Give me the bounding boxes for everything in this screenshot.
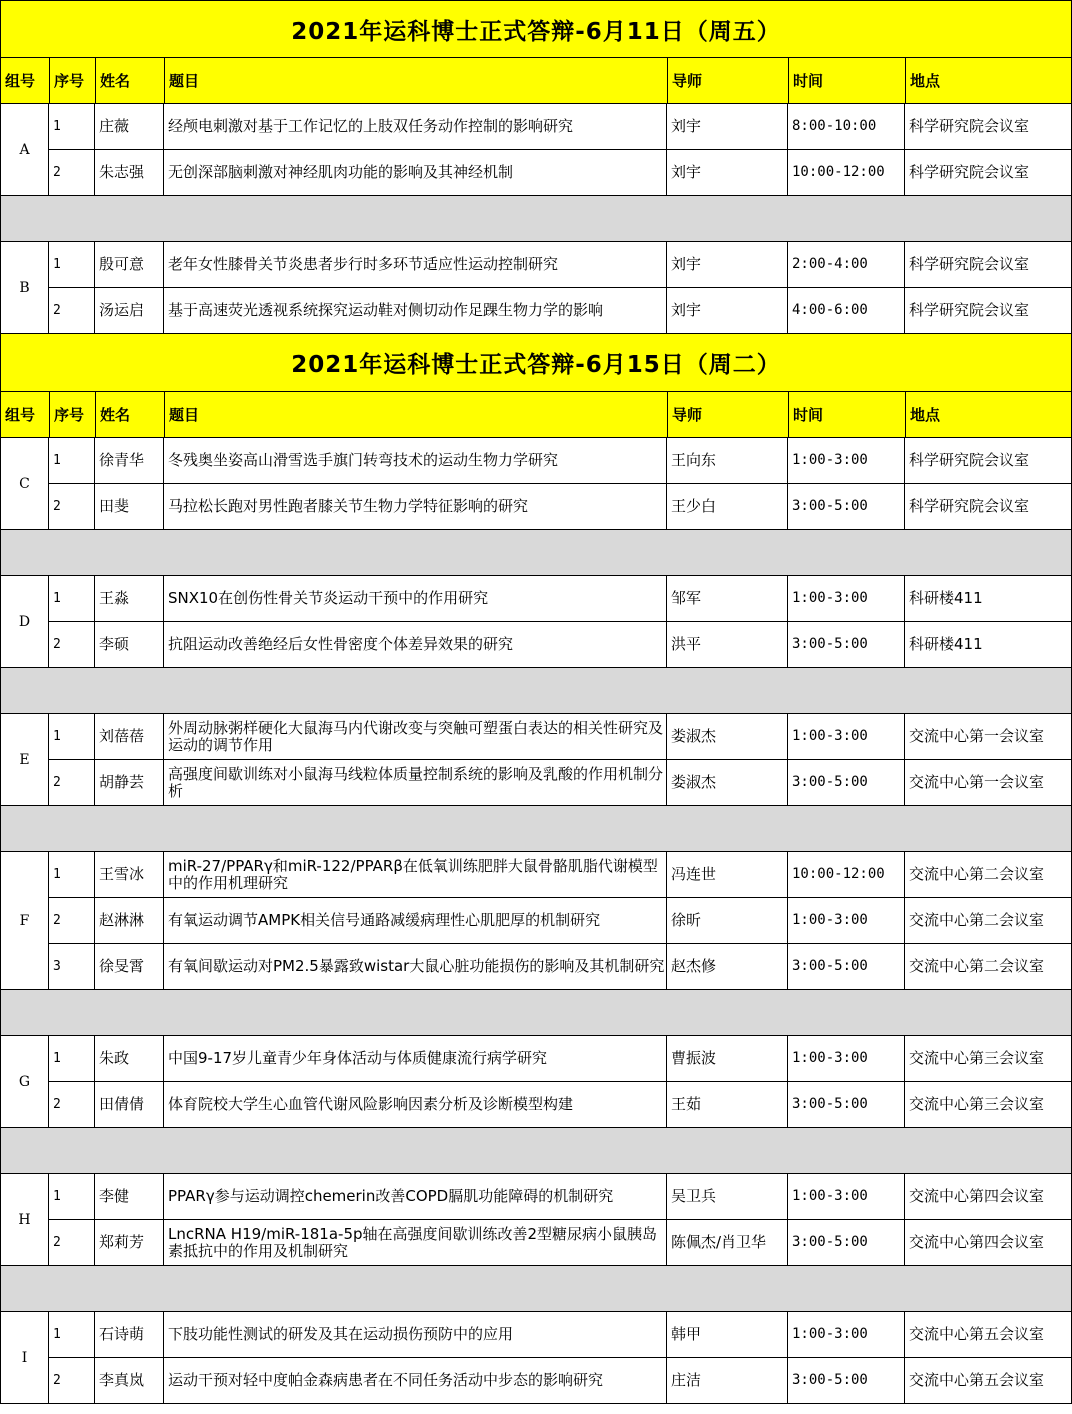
cell-name: 赵淋淋 [95, 898, 164, 943]
cell-advisor: 洪平 [667, 622, 788, 667]
session-title: 2021年运科博士正式答辩-6月11日（周五） [0, 0, 1072, 58]
cell-topic: 运动干预对轻中度帕金森病患者在不同任务活动中步态的影响研究 [164, 1358, 667, 1403]
cell-topic: 有氧间歇运动对PM2.5暴露致wistar大鼠心脏功能损伤的影响及其机制研究 [164, 944, 667, 989]
cell-time: 1:00-3:00 [788, 576, 905, 621]
cell-name: 王雪冰 [95, 852, 164, 897]
cell-time: 3:00-5:00 [788, 944, 905, 989]
cell-seq: 2 [49, 1358, 95, 1403]
cell-place: 科学研究院会议室 [909, 163, 1030, 181]
group-label: G [0, 1036, 49, 1128]
table-row [49, 1036, 1072, 1082]
column-header: 序号 [50, 58, 96, 103]
cell-topic: 抗阻运动改善绝经后女性骨密度个体差异效果的研究 [164, 622, 667, 667]
cell-place: 交流中心第二会议室 [909, 865, 1045, 883]
cell-topic: miR-27/PPARγ和miR-122/PPARβ在低氧训练肥胖大鼠骨骼肌脂代谢模型中的作用机理研究 [164, 852, 667, 897]
group-label: F [0, 852, 49, 990]
column-header: 题目 [165, 392, 668, 437]
column-header: 姓名 [96, 392, 165, 437]
cell-place: 交流中心第三会议室 [909, 1095, 1045, 1113]
table-row [49, 104, 1072, 150]
cell-place: 交流中心第四会议室 [909, 1187, 1045, 1205]
cell-place: 交流中心第五会议室 [909, 1325, 1045, 1343]
cell-time: 3:00-5:00 [788, 1220, 905, 1265]
table-row [49, 1220, 1072, 1266]
cell-name: 汤运启 [95, 288, 164, 333]
cell-time: 3:00-5:00 [788, 484, 905, 529]
cell-advisor: 吴卫兵 [667, 1174, 788, 1219]
cell-topic: 高强度间歇训练对小鼠海马线粒体质量控制系统的影响及乳酸的作用机制分析 [164, 760, 667, 805]
cell-time: 4:00-6:00 [788, 288, 905, 333]
cell-time: 1:00-3:00 [788, 1312, 905, 1357]
cell-advisor: 王茹 [667, 1082, 788, 1127]
cell-place: 交流中心第五会议室 [909, 1371, 1045, 1389]
cell-seq: 1 [49, 104, 95, 149]
cell-topic: PPARγ参与运动调控chemerin改善COPD膈肌功能障碍的机制研究 [164, 1174, 667, 1219]
cell-time: 10:00-12:00 [788, 852, 905, 897]
table-row [49, 438, 1072, 484]
table-row [49, 1358, 1072, 1404]
cell-place: 交流中心第一会议室 [909, 727, 1045, 745]
cell-name: 徐青华 [95, 438, 164, 483]
table-row [49, 1312, 1072, 1358]
cell-topic: 经颅电刺激对基于工作记忆的上肢双任务动作控制的影响研究 [164, 104, 667, 149]
cell-topic: SNX10在创伤性骨关节炎运动干预中的作用研究 [164, 576, 667, 621]
table-row [49, 852, 1072, 898]
cell-seq: 1 [49, 852, 95, 897]
cell-seq: 2 [49, 484, 95, 529]
cell-seq: 2 [49, 288, 95, 333]
cell-place: 科学研究院会议室 [909, 497, 1030, 515]
cell-advisor: 邹军 [667, 576, 788, 621]
cell-seq: 1 [49, 714, 95, 759]
cell-place: 科学研究院会议室 [909, 451, 1030, 469]
table-row [49, 898, 1072, 944]
cell-topic: 中国9-17岁儿童青少年身体活动与体质健康流行病学研究 [164, 1036, 667, 1081]
cell-advisor: 娄淑杰 [667, 714, 788, 759]
cell-topic: 外周动脉粥样硬化大鼠海马内代谢改变与突触可塑蛋白表达的相关性研究及运动的调节作用 [164, 714, 667, 759]
column-header: 时间 [789, 392, 906, 437]
cell-seq: 2 [49, 1220, 95, 1265]
cell-seq: 1 [49, 1036, 95, 1081]
group-label: I [0, 1312, 49, 1404]
cell-name: 石诗萌 [95, 1312, 164, 1357]
group-separator [0, 806, 1072, 852]
cell-topic: 有氧运动调节AMPK相关信号通路减缓病理性心肌肥厚的机制研究 [164, 898, 667, 943]
cell-advisor: 刘宇 [667, 242, 788, 287]
column-header: 序号 [50, 392, 96, 437]
group-separator [0, 1266, 1072, 1312]
group-separator [0, 196, 1072, 242]
cell-time: 2:00-4:00 [788, 242, 905, 287]
cell-place: 科学研究院会议室 [909, 255, 1030, 273]
cell-advisor: 王少白 [667, 484, 788, 529]
cell-name: 田倩倩 [95, 1082, 164, 1127]
group-label: B [0, 242, 49, 334]
cell-name: 朱政 [95, 1036, 164, 1081]
cell-name: 胡静芸 [95, 760, 164, 805]
cell-time: 1:00-3:00 [788, 898, 905, 943]
cell-time: 3:00-5:00 [788, 622, 905, 667]
cell-name: 李健 [95, 1174, 164, 1219]
cell-advisor: 刘宇 [667, 104, 788, 149]
cell-name: 田斐 [95, 484, 164, 529]
cell-name: 徐旻霄 [95, 944, 164, 989]
cell-seq: 1 [49, 242, 95, 287]
table-row [49, 242, 1072, 288]
cell-time: 3:00-5:00 [788, 760, 905, 805]
cell-name: 殷可意 [95, 242, 164, 287]
cell-place: 交流中心第一会议室 [909, 773, 1045, 791]
cell-name: 庄薇 [95, 104, 164, 149]
column-header: 组号 [1, 58, 50, 103]
cell-time: 3:00-5:00 [788, 1082, 905, 1127]
table-row [49, 622, 1072, 668]
table-row [49, 944, 1072, 990]
table-row [49, 1082, 1072, 1128]
cell-advisor: 王向东 [667, 438, 788, 483]
cell-name: 朱志强 [95, 150, 164, 195]
table-row [49, 288, 1072, 334]
cell-advisor: 刘宇 [667, 150, 788, 195]
cell-place: 交流中心第二会议室 [909, 911, 1045, 929]
cell-place: 科研楼411 [909, 635, 983, 653]
cell-place: 交流中心第四会议室 [909, 1233, 1045, 1251]
group-label: D [0, 576, 49, 668]
cell-name: 李真岚 [95, 1358, 164, 1403]
column-header: 地点 [910, 72, 941, 90]
table-row [49, 150, 1072, 196]
cell-place: 科研楼411 [909, 589, 983, 607]
cell-time: 3:00-5:00 [788, 1358, 905, 1403]
cell-topic: 无创深部脑刺激对神经肌肉功能的影响及其神经机制 [164, 150, 667, 195]
column-header: 组号 [1, 392, 50, 437]
cell-seq: 1 [49, 438, 95, 483]
cell-seq: 1 [49, 1174, 95, 1219]
cell-time: 10:00-12:00 [788, 150, 905, 195]
cell-time: 8:00-10:00 [788, 104, 905, 149]
cell-time: 1:00-3:00 [788, 1036, 905, 1081]
cell-advisor: 庄洁 [667, 1358, 788, 1403]
cell-seq: 2 [49, 150, 95, 195]
cell-name: 郑莉芳 [95, 1220, 164, 1265]
column-header: 导师 [668, 392, 789, 437]
cell-advisor: 娄淑杰 [667, 760, 788, 805]
session-title: 2021年运科博士正式答辩-6月15日（周二） [0, 334, 1072, 392]
cell-topic: LncRNA H19/miR-181a-5p轴在高强度间歇训练改善2型糖尿病小鼠胰岛素抵抗中的作用及机制研究 [164, 1220, 667, 1265]
group-label: H [0, 1174, 49, 1266]
cell-topic: 马拉松长跑对男性跑者膝关节生物力学特征影响的研究 [164, 484, 667, 529]
cell-advisor: 韩甲 [667, 1312, 788, 1357]
cell-place: 交流中心第二会议室 [909, 957, 1045, 975]
cell-seq: 2 [49, 898, 95, 943]
column-header: 时间 [789, 58, 906, 103]
group-separator [0, 990, 1072, 1036]
cell-topic: 下肢功能性测试的研发及其在运动损伤预防中的应用 [164, 1312, 667, 1357]
table-row [49, 714, 1072, 760]
cell-advisor: 曹振波 [667, 1036, 788, 1081]
group-label: C [0, 438, 49, 530]
cell-advisor: 冯连世 [667, 852, 788, 897]
cell-name: 王淼 [95, 576, 164, 621]
cell-topic: 老年女性膝骨关节炎患者步行时多环节适应性运动控制研究 [164, 242, 667, 287]
column-header-row [0, 392, 1072, 438]
column-header: 题目 [165, 58, 668, 103]
cell-seq: 2 [49, 622, 95, 667]
cell-place: 科学研究院会议室 [909, 117, 1030, 135]
cell-time: 1:00-3:00 [788, 438, 905, 483]
cell-advisor: 刘宇 [667, 288, 788, 333]
cell-place: 交流中心第三会议室 [909, 1049, 1045, 1067]
cell-seq: 3 [49, 944, 95, 989]
group-label: A [0, 104, 49, 196]
cell-topic: 体育院校大学生心血管代谢风险影响因素分析及诊断模型构建 [164, 1082, 667, 1127]
column-header: 导师 [668, 58, 789, 103]
group-separator [0, 1128, 1072, 1174]
cell-name: 刘蓓蓓 [95, 714, 164, 759]
table-row [49, 576, 1072, 622]
column-header: 姓名 [96, 58, 165, 103]
table-row [49, 1174, 1072, 1220]
cell-topic: 冬残奥坐姿高山滑雪选手旗门转弯技术的运动生物力学研究 [164, 438, 667, 483]
group-separator [0, 530, 1072, 576]
cell-seq: 2 [49, 1082, 95, 1127]
group-label: E [0, 714, 49, 806]
cell-seq: 1 [49, 1312, 95, 1357]
cell-advisor: 赵杰修 [667, 944, 788, 989]
cell-time: 1:00-3:00 [788, 1174, 905, 1219]
table-row [49, 760, 1072, 806]
cell-place: 科学研究院会议室 [909, 301, 1030, 319]
column-header-row [0, 58, 1072, 104]
cell-advisor: 徐昕 [667, 898, 788, 943]
cell-seq: 1 [49, 576, 95, 621]
group-separator [0, 668, 1072, 714]
cell-time: 1:00-3:00 [788, 714, 905, 759]
cell-advisor: 陈佩杰/肖卫华 [667, 1220, 788, 1265]
table-row [49, 484, 1072, 530]
cell-seq: 2 [49, 760, 95, 805]
cell-topic: 基于高速荧光透视系统探究运动鞋对侧切动作足踝生物力学的影响 [164, 288, 667, 333]
column-header: 地点 [910, 406, 941, 424]
cell-name: 李硕 [95, 622, 164, 667]
